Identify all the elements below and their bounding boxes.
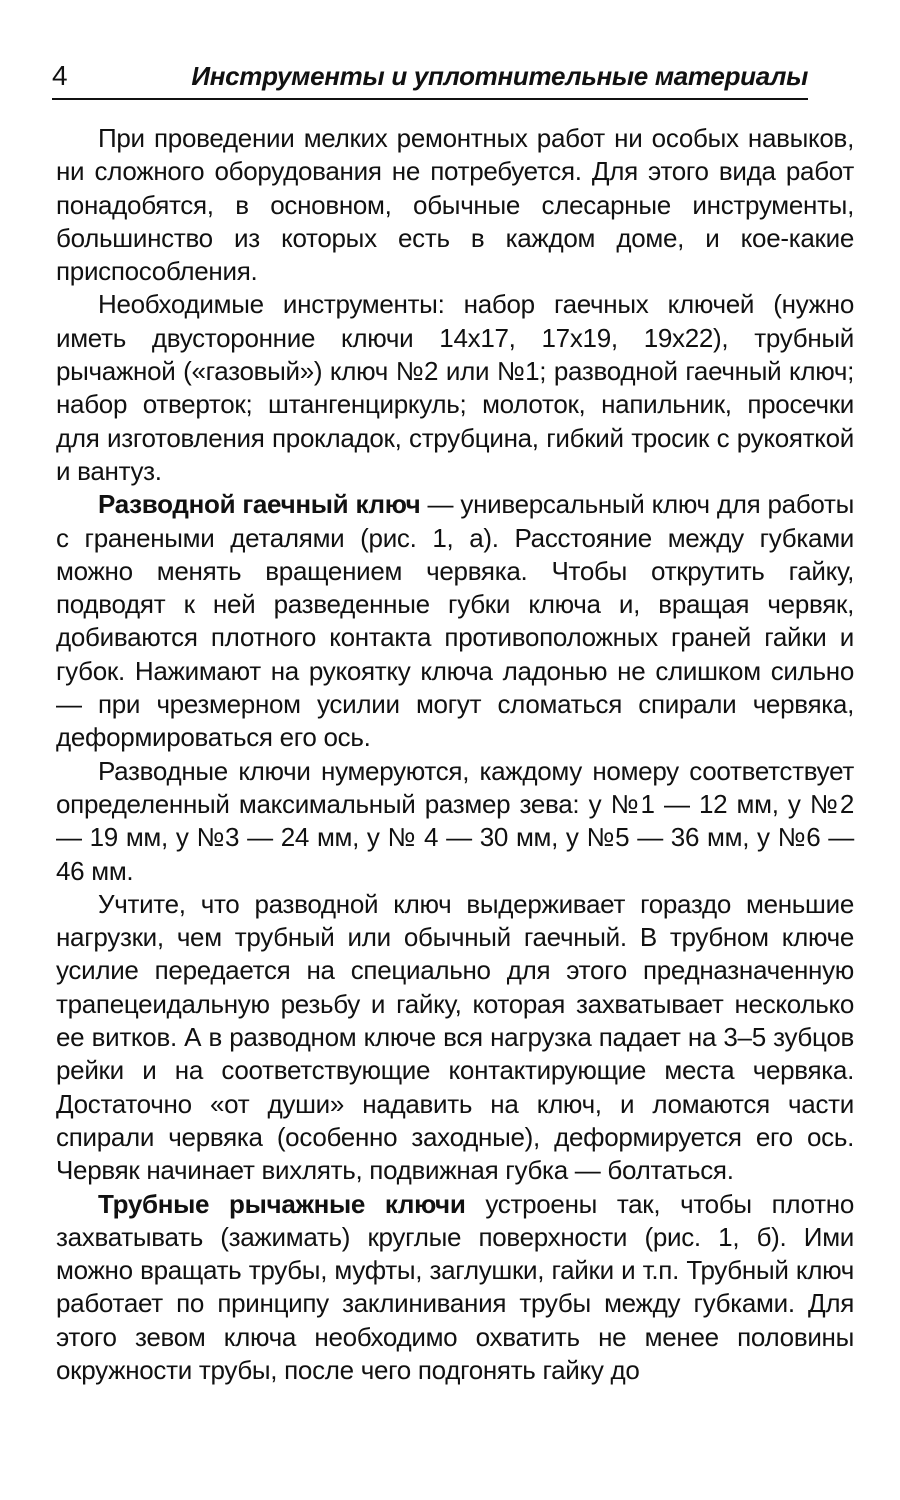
body-text [56, 122, 854, 1387]
paragraph [56, 122, 854, 288]
paragraph-term: Разводной гаечный ключ [98, 489, 421, 520]
paragraph [56, 888, 854, 1188]
paragraph-text: Учтите, что разводной ключ выдерживает гораздо меньшие нагрузки, чем трубный или обычный гаечный. В трубном ключе усилие передается на специально для этого предназначенную трапецеидальную резьбу и гайку, которая захватывает несколько ее витков. А в разводном ключе вся нагрузка падает на 3–5 зубцов рейки и на соответствующие контактирующие места червяка. Достаточно «от души» надавить на ключ, и ломаются части спирали червяка (особенно заходные), деформируется его ось. Червяк начинает вихлять, подвижная губка — болтаться. [56, 888, 854, 1186]
page-number: 4 [52, 60, 68, 91]
paragraph [56, 755, 854, 888]
paragraph-text: Необходимые инструменты: набор гаечных ключей (нужно иметь двусторонние ключи 14x17, 17x19, 19x22), трубный рычажной («газовый») ключ №2 или №1; разводной гаечный ключ; набор отверток; штангенциркуль; молоток, напильник, просечки для изготовления прокладок, струбцина, гибкий тросик с рукояткой и вантуз. [56, 289, 854, 486]
page-header [52, 58, 808, 100]
paragraph-text: — универсальный ключ для работы с гранеными деталями (рис. 1, а). Расстояние между губками можно менять вращением червяка. Чтобы открутить гайку, подводят к ней разведенные губки ключа и, вращая червяк, добиваются плотного контакта противоположных граней гайки и губок. Нажимают на рукоятку ключа ладонью не слишком сильно — при чрезмерном усилии могут сломаться спирали червяка, деформироваться его ось. [56, 489, 855, 753]
paragraph-text: устроены так, чтобы плотно захватывать (зажимать) круглые поверхности (рис. 1, б). Ими можно вращать трубы, муфты, заглушки, гайки и т.п. Трубный ключ работает по принципу заклинивания трубы между губками. Для этого зевом ключа необходимо охватить не менее половины окружности трубы, после чего подгонять гайку до [56, 1188, 855, 1385]
paragraph [56, 288, 854, 488]
paragraph-term: Трубные рычажные ключи [98, 1188, 466, 1219]
paragraph-text: Разводные ключи нумеруются, каждому номеру соответствует определенный максимальный размер зева: у №1 — 12 мм, у №2 — 19 мм, у №3 — 24 мм, у № 4 — 30 мм, у №5 — 36 мм, у №6 — 46 мм. [56, 755, 854, 886]
paragraph [56, 1188, 854, 1388]
paragraph-text: При проведении мелких ремонтных работ ни особых навыков, ни сложного оборудования не потребуется. Для этого вида работ понадобятся, в основном, обычные слесарные инструменты, большинство из которых есть в каждом доме, и кое-какие приспособления. [56, 123, 854, 287]
running-title: Инструменты и уплотнительные материалы [191, 61, 808, 91]
paragraph [56, 488, 854, 754]
